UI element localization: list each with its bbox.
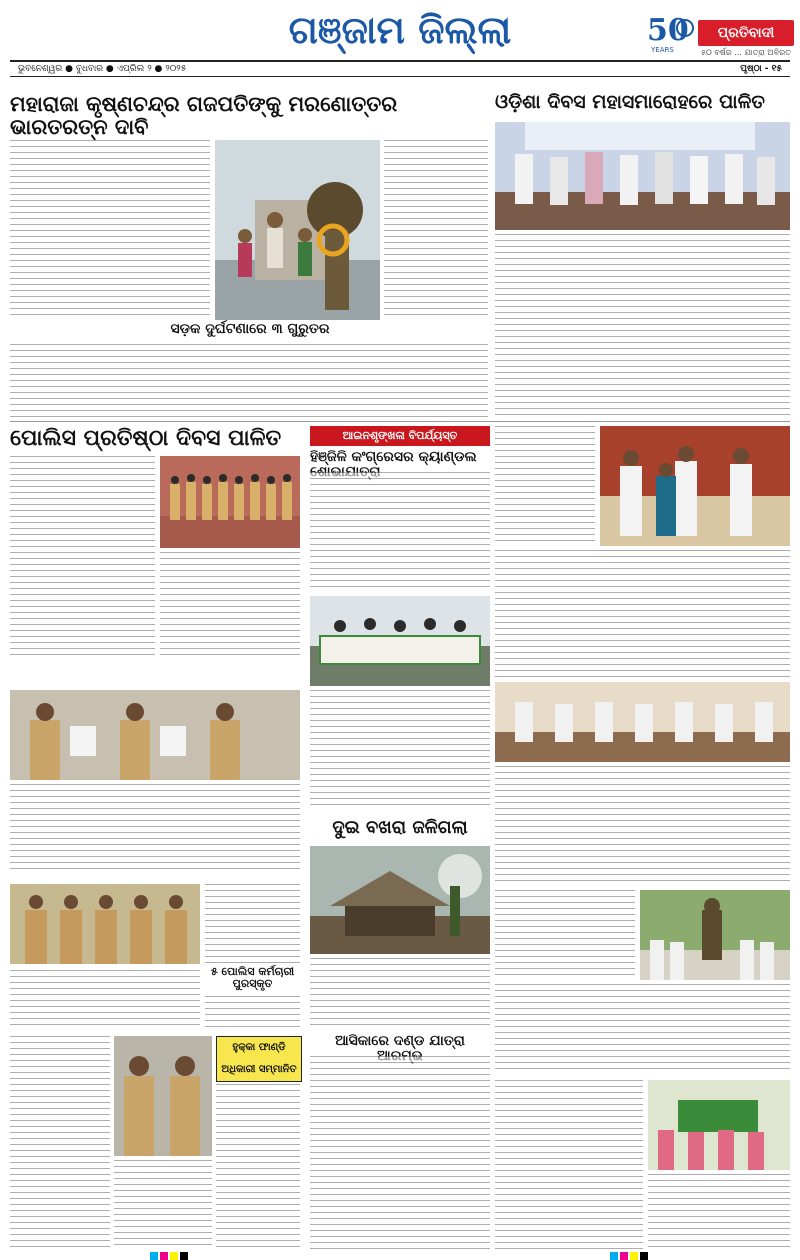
registration-mark <box>620 1252 628 1260</box>
photo-police-awards <box>10 884 200 964</box>
article-9-text <box>310 958 490 1028</box>
headline-police-day: ପୋଲିସ ପ୍ରତିଷ୍ଠା ଦିବସ ପାଳିତ <box>10 425 282 451</box>
article-6-text-2 <box>495 550 790 678</box>
article-13-text <box>10 1036 110 1250</box>
headline-danda-yatra: ଆସିକାରେ ଦଣ୍ଡ ଯାତ୍ରା <box>335 1033 465 1049</box>
article-7-text <box>10 784 300 874</box>
page-number: ପୃଷ୍ଠା - ୧୫ <box>740 64 782 74</box>
article-12-text <box>310 1056 490 1250</box>
article-10-text <box>205 884 300 964</box>
registration-mark <box>610 1252 618 1260</box>
photo-statue-garland <box>215 140 380 320</box>
article-4-text <box>10 456 155 656</box>
date-strip <box>10 60 790 77</box>
brand-logo: ପ୍ରତିବାଦୀ <box>698 20 794 46</box>
anniversary-number: 50 <box>647 13 689 48</box>
photo-award-ceremony <box>600 426 790 546</box>
registration-mark <box>630 1252 638 1260</box>
article-14-text <box>495 1080 643 1250</box>
masthead-title: ଗଞ୍ଜାମ ଜିଲ୍ଲା <box>288 7 512 52</box>
article-11-text-2 <box>495 984 790 1074</box>
photo-police-parade <box>160 456 300 548</box>
article-4-text-2 <box>160 552 300 656</box>
registration-mark <box>150 1252 158 1260</box>
kicker-law-order: ଆଇନଶୃଙ୍ଖଳା ବିପର୍ଯ୍ୟସ୍ତ <box>310 426 490 446</box>
registration-mark <box>640 1252 648 1260</box>
registration-mark <box>170 1252 178 1260</box>
article-3-text <box>10 344 488 418</box>
article-11-text <box>495 890 635 980</box>
article-5-text <box>310 472 490 592</box>
article-13-text-3 <box>114 1160 212 1250</box>
article-5-text-2 <box>310 690 490 810</box>
photo-burnt-house <box>310 846 490 954</box>
article-3-lede <box>10 326 150 340</box>
article-10-text-3 <box>205 996 300 1030</box>
headline-bharat-ratna: ମହାରାଜା କୃଷ୍ଣଚନ୍ଦ୍ର ଗଜପତିଙ୍କୁ ମରଣୋତ୍ତର ଭାରତରତ୍ନ ଦାବି <box>10 91 398 140</box>
headline-road-accident: ସଡ଼କ ଦୁର୍ଘଟଣାରେ ୩ ଗୁରୁତର <box>150 322 350 337</box>
photo-women-group <box>648 1080 790 1170</box>
registration-mark <box>160 1252 168 1260</box>
headline-hinjili-congress: ହିଞ୍ଜିଳି କଂଗ୍ରେସର କ୍ୟାଣ୍ଡଲ <box>310 449 477 465</box>
photo-officer-honour <box>114 1036 212 1156</box>
article-10-text-2 <box>10 970 200 1030</box>
photo-police-officers-honoured <box>10 690 300 780</box>
registration-mark <box>180 1252 188 1260</box>
photo-stage-event <box>495 682 790 762</box>
article-1-text-2 <box>384 140 488 320</box>
headline-house-fire: ଦୁଇ ବଖରା ଜଳିଗଲା <box>332 817 468 838</box>
photo-odisha-divas-stage <box>495 122 790 230</box>
headline-police-awarded: ୫ ପୋଲିସ କର୍ମଚାରୀ ପୁରସ୍କୃତ <box>210 965 295 991</box>
anniversary-logo <box>645 6 695 56</box>
article-6-text <box>495 426 595 546</box>
photo-statue-tribute <box>640 890 790 980</box>
article-13-text-2 <box>216 1084 300 1250</box>
article-1-text <box>10 140 210 320</box>
article-8-text <box>495 766 790 886</box>
brand-tagline: ୫୦ ବର୍ଷର ... ଯାତ୍ରା ଅବିରତ <box>701 48 791 57</box>
anniversary-sub: YEARS <box>651 46 674 54</box>
article-14-text-2 <box>648 1174 790 1250</box>
photo-candle-rally <box>310 596 490 686</box>
section-divider <box>10 421 790 422</box>
date-line: ଭୁବନେଶ୍ୱର ● ବୁଧବାର ● ଏପ୍ରିଲ ୨ ● ୨୦୨୫ <box>18 64 187 74</box>
article-2-text <box>495 234 790 416</box>
headline-odisha-divas: ଓଡ଼ିଶା ଦିବସ ମହାସମାରୋହରେ ପାଳିତ <box>495 91 765 113</box>
headline-hukka-fandi: ହୁକ୍କା ଫାଣ୍ଡି ଅଧିକାରୀ ସମ୍ମାନିତ <box>216 1036 302 1082</box>
